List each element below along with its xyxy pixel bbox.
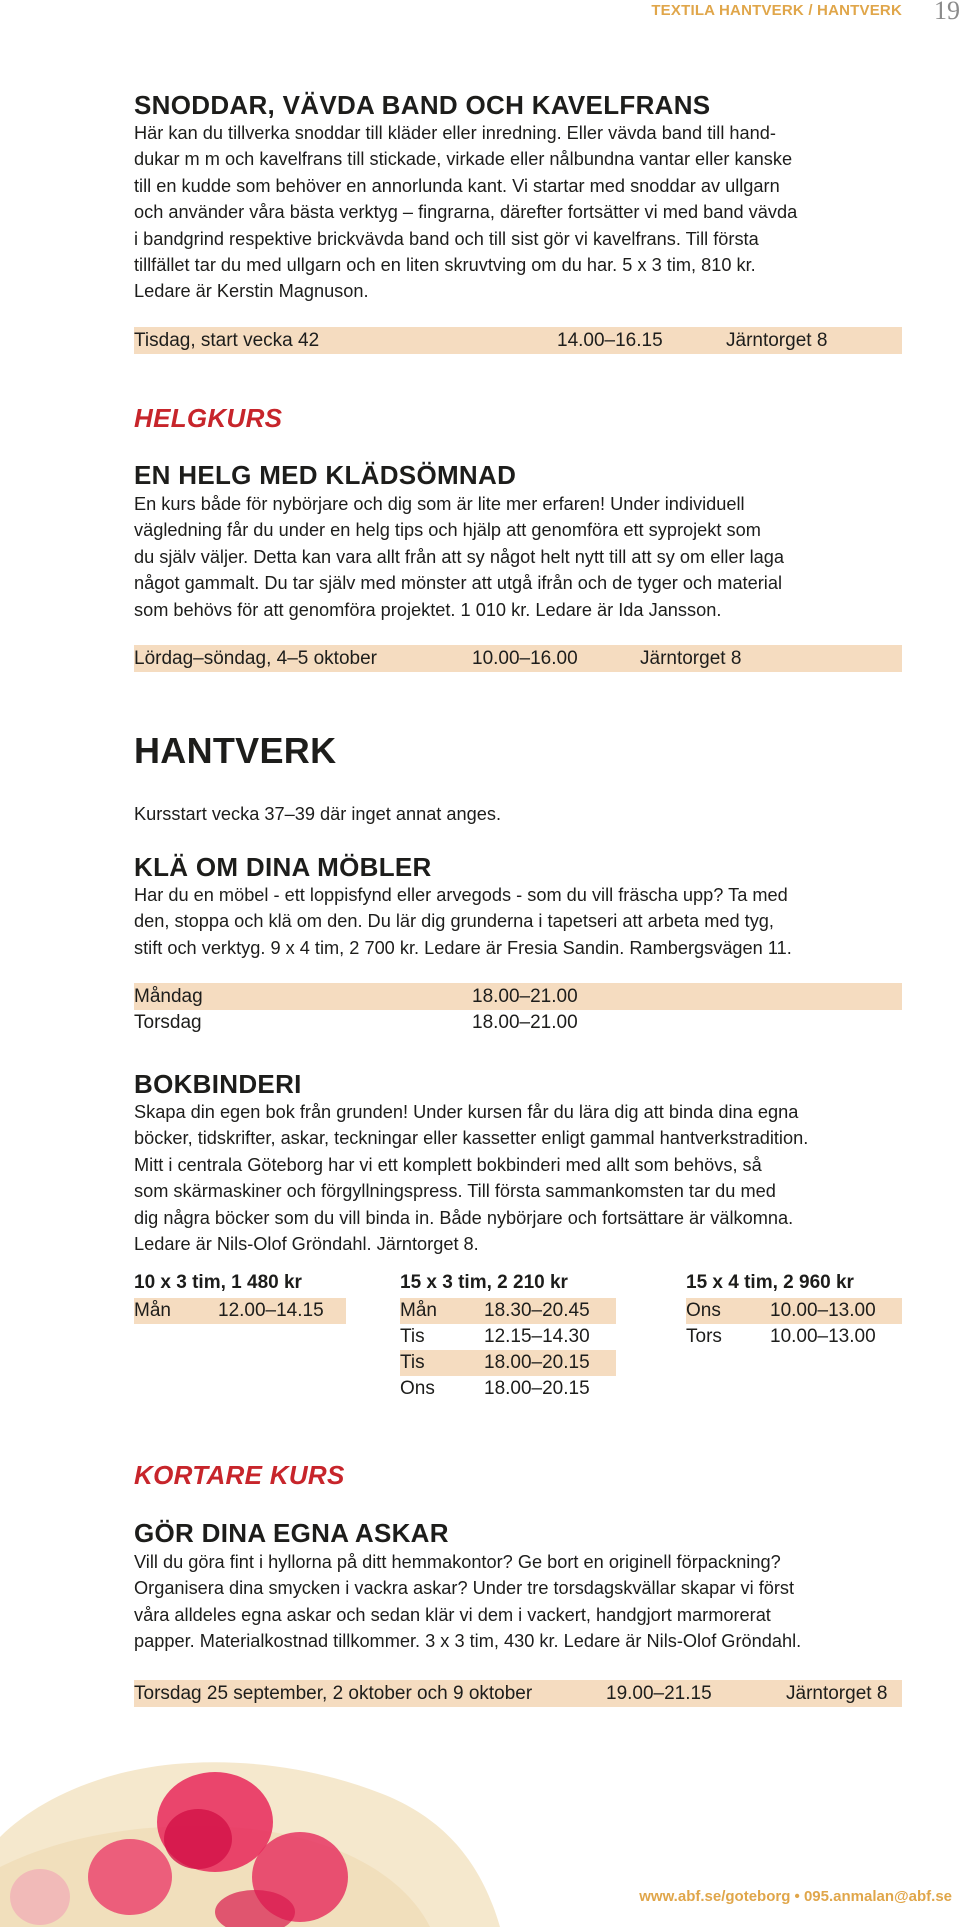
footer-separator: • [794, 1888, 800, 1905]
schedule-time: 18.30–20.45 [484, 1300, 590, 1321]
schedule-time: 14.00–16.15 [557, 330, 663, 351]
schedule-day: Ons [400, 1378, 435, 1399]
course-description-mobler [134, 882, 904, 961]
price-heading: 15 x 3 tim, 2 210 kr [400, 1272, 568, 1293]
course-title-snoddar: SNODDAR, VÄVDA BAND OCH KAVELFRANS [134, 90, 711, 120]
schedule-bar-kladsomnad [134, 645, 902, 672]
schedule-row-mobler [134, 1010, 902, 1036]
schedule-day: Mån [400, 1300, 437, 1321]
schedule-bar-snoddar [134, 327, 902, 354]
text-line: du själv väljer. Detta kan vara allt från att sy något helt nytt till att sy om eller laga [134, 546, 785, 567]
text-line: dig några böcker som du vill binda in. Både nybörjare och fortsättare är välkomna. [134, 1207, 794, 1228]
schedule-place: Järntorget 8 [726, 330, 828, 351]
schedule-day: Ons [686, 1300, 721, 1321]
schedule-row [686, 1324, 902, 1350]
course-description-kladsomnad [134, 491, 904, 623]
running-header-category: TEXTILA HANTVERK / HANTVERK [651, 2, 902, 19]
schedule-day: Lördag–söndag, 4–5 oktober [134, 648, 377, 669]
schedule-row [400, 1324, 616, 1350]
text-line: böcker, tidskrifter, askar, teckningar eller kassetter enligt gammal hantverkstradition. [134, 1128, 809, 1149]
text-line: dukar m m och kavelfrans till stickade, virkade eller nålbundna vantar eller kanske [134, 149, 793, 170]
course-title-bokbinderi: BOKBINDERI [134, 1069, 302, 1099]
text-line: till en kudde som behöver en annorlunda kant. Vi startar med snoddar av ullgarn [134, 175, 780, 196]
schedule-day: Tis [400, 1352, 425, 1373]
schedule-time: 12.00–14.15 [218, 1300, 324, 1321]
text-line: våra alldeles egna askar och sedan klär vi dem i vackert, handgjort marmorerat [134, 1604, 771, 1625]
text-line: något gammalt. Du tar själv med mönster att utgå ifrån och de tyger och material [134, 573, 782, 594]
schedule-day: Måndag [134, 986, 203, 1007]
schedule-row [400, 1298, 616, 1324]
schedule-time: 19.00–21.15 [606, 1683, 712, 1704]
text-line: i bandgrind respektive brickvävda band och till sist gör vi kavelfrans. Till första [134, 228, 759, 249]
course-title-kladsomnad: EN HELG MED KLÄDSÖMNAD [134, 460, 517, 490]
text-line: den, stoppa och klä om den. Du lär dig grunderna i tapetseri att arbeta med tyg, [134, 911, 774, 932]
text-line: Har du en möbel - ett loppisfynd eller arvegods - som du vill fräscha upp? Ta med [134, 885, 788, 905]
schedule-day: Tisdag, start vecka 42 [134, 330, 320, 351]
footer-contact [639, 1888, 952, 1905]
text-line: Ledare är Nils-Olof Gröndahl. Järntorget 8. [134, 1234, 479, 1255]
text-line: Ledare är Kerstin Magnuson. [134, 281, 369, 302]
schedule-row [400, 1350, 616, 1376]
schedule-place: Järntorget 8 [640, 648, 742, 669]
footer-url[interactable]: www.abf.se/goteborg [639, 1888, 791, 1905]
schedule-day: Mån [134, 1300, 171, 1321]
schedule-day: Tis [400, 1326, 425, 1347]
schedule-time: 18.00–21.00 [472, 1012, 578, 1033]
section-heading-helgkurs: HELGKURS [134, 403, 283, 433]
course-description-askar [134, 1549, 904, 1655]
text-line: vägledning får du under en helg tips och hjälp att genomföra ett syprojekt som [134, 520, 761, 541]
schedule-bar-askar [134, 1680, 902, 1707]
price-heading: 15 x 4 tim, 2 960 kr [686, 1272, 854, 1293]
schedule-row [134, 1298, 346, 1324]
section-subtitle-hantverk: Kursstart vecka 37–39 där inget annat anges. [134, 804, 502, 824]
text-line: papper. Materialkostnad tillkommer. 3 x 3 tim, 430 kr. Ledare är Nils-Olof Gröndahl. [134, 1631, 802, 1652]
schedule-row [400, 1376, 616, 1402]
text-line: tillfället tar du med ullgarn och en liten skruvtving om du har. 5 x 3 tim, 810 kr. [134, 255, 756, 276]
schedule-row-mobler [134, 983, 902, 1010]
schedule-time: 18.00–20.15 [484, 1352, 590, 1373]
text-line: Skapa din egen bok från grunden! Under kursen får du lära dig att binda dina egna [134, 1102, 799, 1122]
schedule-day: Tors [686, 1326, 722, 1347]
schedule-day: Torsdag 25 september, 2 oktober och 9 oktober [134, 1683, 533, 1704]
course-description-snoddar [134, 120, 904, 305]
text-line: stift och verktyg. 9 x 4 tim, 2 700 kr. Ledare är Fresia Sandin. Rambergsvägen 11. [134, 937, 792, 958]
schedule-time: 10.00–13.00 [770, 1326, 876, 1347]
text-line: som behövs för att genomföra projektet. 1 010 kr. Ledare är Ida Jansson. [134, 599, 722, 620]
course-description-bokbinderi [134, 1099, 904, 1257]
course-title-askar: GÖR DINA EGNA ASKAR [134, 1518, 449, 1548]
text-line: Här kan du tillverka snoddar till kläder eller inredning. Eller vävda band till hand- [134, 123, 776, 143]
page-number: 19 [934, 0, 960, 25]
course-title-mobler: KLÄ OM DINA MÖBLER [134, 852, 432, 882]
section-heading-kortare-kurs: KORTARE KURS [134, 1460, 345, 1490]
schedule-day: Torsdag [134, 1012, 202, 1033]
text-line: och använder våra bästa verktyg – fingrarna, därefter fortsätter vi med band vävda [134, 202, 798, 223]
price-heading: 10 x 3 tim, 1 480 kr [134, 1272, 302, 1293]
text-line: som skärmaskiner och förgyllningspress. Till första sammankomsten tar du med [134, 1181, 776, 1202]
text-line: Mitt i centrala Göteborg har vi ett komplett bokbinderi med allt som behövs, så [134, 1154, 762, 1175]
schedule-place: Järntorget 8 [786, 1683, 888, 1704]
text-line: Vill du göra fint i hyllorna på ditt hemmakontor? Ge bort en originell förpackning? [134, 1552, 781, 1572]
footer-email[interactable]: 095.anmalan@abf.se [803, 1888, 952, 1905]
schedule-time: 18.00–21.00 [472, 986, 578, 1007]
text-line: En kurs både för nybörjare och dig som är lite mer erfaren! Under individuell [134, 494, 745, 514]
text-line: Organisera dina smycken i vackra askar? Under tre torsdagskvällar skapar vi först [134, 1578, 795, 1599]
schedule-time: 10.00–13.00 [770, 1300, 876, 1321]
schedule-time: 18.00–20.15 [484, 1378, 590, 1399]
schedule-row [686, 1298, 902, 1324]
schedule-time: 12.15–14.30 [484, 1326, 590, 1347]
section-heading-hantverk: HANTVERK [134, 730, 337, 771]
schedule-time: 10.00–16.00 [472, 648, 578, 669]
